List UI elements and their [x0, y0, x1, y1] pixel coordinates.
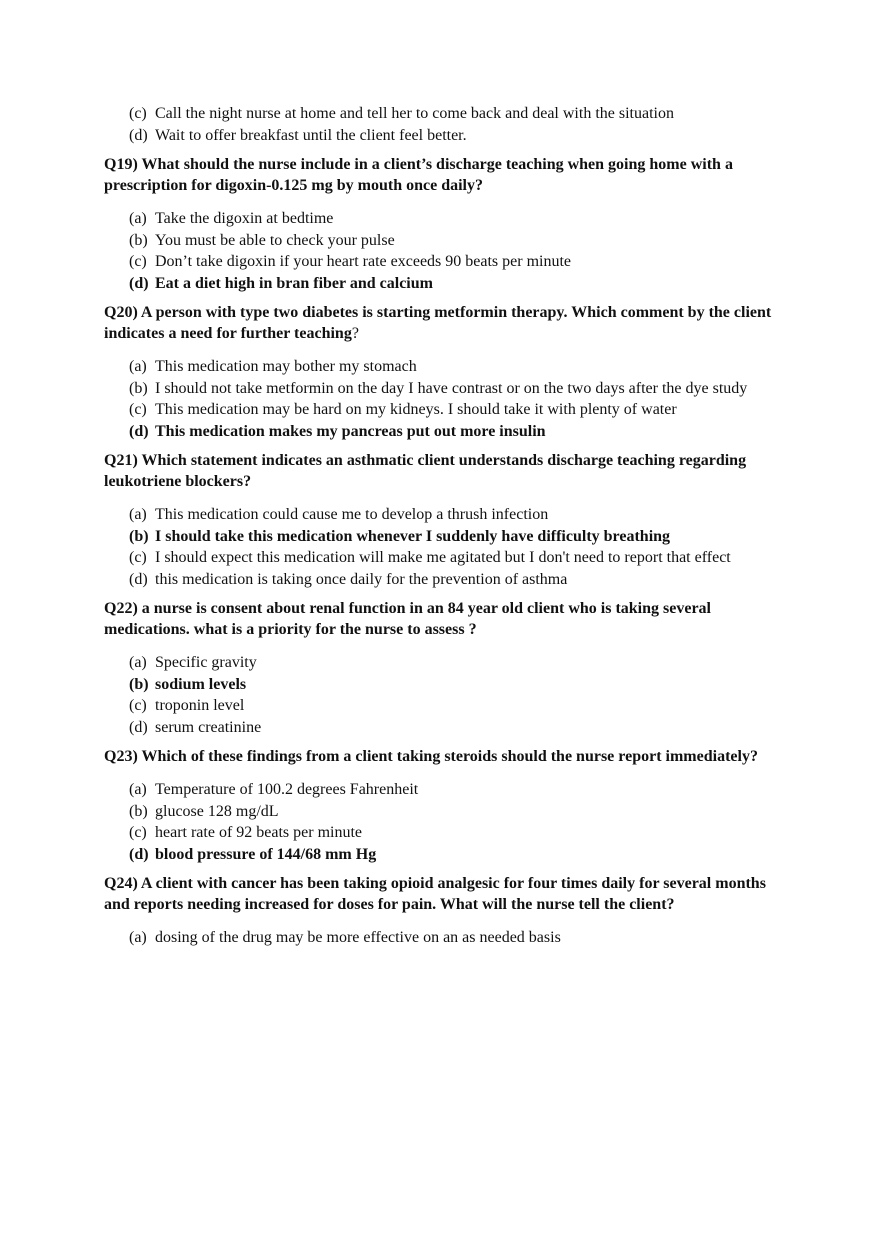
answer-option [104, 125, 794, 147]
option-text: This medication may bother my stomach [155, 358, 417, 375]
answer-option [104, 103, 794, 125]
option-label: (b) [129, 379, 148, 397]
answer-option [104, 526, 794, 548]
question-text [104, 873, 794, 915]
answer-option [104, 399, 794, 421]
question-block [104, 302, 794, 442]
option-text: This medication makes my pancreas put out more insulin [155, 422, 546, 440]
answer-options [104, 208, 794, 294]
question-stem: Q19) What should the nurse include in a client’s discharge teaching when going home with a prescription for digoxin-0.125 mg by mouth once daily? [104, 156, 733, 194]
question-block [104, 154, 794, 294]
answer-option [104, 504, 794, 526]
question-block [104, 873, 794, 949]
option-text: Eat a diet high in bran fiber and calcium [155, 274, 433, 292]
answer-options [104, 356, 794, 442]
answer-option [104, 652, 794, 674]
option-text: I should expect this medication will make me agitated but I don't need to report that effect [155, 549, 731, 566]
option-label: (d) [129, 570, 148, 588]
option-text: Temperature of 100.2 degrees Fahrenheit [155, 781, 419, 798]
option-text: blood pressure of 144/68 mm Hg [155, 845, 377, 863]
answer-option [104, 273, 794, 295]
option-label: (c) [129, 401, 147, 418]
option-label: (d) [129, 718, 148, 736]
option-text: glucose 128 mg/dL [155, 802, 279, 820]
question-stem: Q21) Which statement indicates an asthmatic client understands discharge teaching regarding leukotriene blockers? [104, 452, 747, 490]
answer-options [104, 504, 794, 590]
option-label: (a) [129, 506, 147, 523]
option-label: (a) [129, 929, 147, 946]
option-text: this medication is taking once daily for the prevention of asthma [155, 570, 568, 588]
option-text: Specific gravity [155, 654, 257, 671]
option-text: This medication may be hard on my kidneys. I should take it with plenty of water [155, 401, 677, 418]
option-label: (b) [129, 527, 149, 545]
option-label: (b) [129, 675, 149, 693]
answer-option [104, 251, 794, 273]
option-text: sodium levels [155, 675, 247, 693]
option-text: You must be able to check your pulse [155, 231, 395, 249]
option-label: (c) [129, 105, 147, 122]
question-trailing-mark: ? [351, 325, 359, 342]
answer-options [104, 779, 794, 865]
answer-option [104, 927, 794, 949]
answer-option [104, 695, 794, 717]
option-label: (d) [129, 845, 149, 863]
previous-question-options [104, 103, 794, 146]
option-text: Wait to offer breakfast until the client feel better. [155, 126, 467, 144]
option-text: troponin level [155, 697, 245, 714]
question-list [104, 154, 794, 949]
question-text [104, 154, 794, 196]
option-text: Don’t take digoxin if your heart rate exceeds 90 beats per minute [155, 253, 572, 270]
question-stem: Q24) A client with cancer has been taking opioid analgesic for four times daily for several months and reports needing increased for doses for pain. What will the nurse tell the client? [104, 875, 766, 913]
answer-option [104, 844, 794, 866]
answer-option [104, 378, 794, 400]
answer-option [104, 230, 794, 252]
question-block [104, 746, 794, 865]
option-label: (d) [129, 422, 149, 440]
option-label: (a) [129, 358, 147, 375]
answer-options [104, 652, 794, 738]
answer-options [104, 927, 794, 949]
answer-option [104, 822, 794, 844]
answer-option [104, 717, 794, 739]
option-text: I should not take metformin on the day I have contrast or on the two days after the dye study [155, 379, 748, 397]
option-label: (b) [129, 231, 148, 249]
option-label: (c) [129, 824, 147, 841]
answer-option [104, 801, 794, 823]
option-text: dosing of the drug may be more effective on an as needed basis [155, 929, 561, 946]
option-text: Call the night nurse at home and tell her to come back and deal with the situation [155, 105, 674, 122]
answer-option [104, 208, 794, 230]
option-label: (c) [129, 697, 147, 714]
option-label: (a) [129, 654, 147, 671]
question-stem: Q20) A person with type two diabetes is starting metformin therapy. Which comment by the client indicates a need for further teaching [104, 304, 772, 342]
question-text [104, 746, 794, 767]
answer-option [104, 779, 794, 801]
option-text: This medication could cause me to develop a thrush infection [155, 506, 549, 523]
answer-option [104, 356, 794, 378]
answer-option [104, 674, 794, 696]
option-label: (d) [129, 274, 149, 292]
option-text: Take the digoxin at bedtime [155, 210, 334, 227]
question-text [104, 302, 794, 344]
option-label: (a) [129, 781, 147, 798]
option-label: (c) [129, 549, 147, 566]
option-text: heart rate of 92 beats per minute [155, 824, 363, 841]
option-label: (a) [129, 210, 147, 227]
option-text: serum creatinine [155, 718, 262, 736]
answer-option [104, 547, 794, 569]
answer-option [104, 421, 794, 443]
option-label: (d) [129, 126, 148, 144]
option-label: (c) [129, 253, 147, 270]
document-content [104, 103, 794, 949]
answer-option [104, 569, 794, 591]
question-stem: Q22) a nurse is consent about renal function in an 84 year old client who is taking several medications. what is a priority for the nurse to assess ? [104, 600, 711, 638]
option-label: (b) [129, 802, 148, 820]
option-text: I should take this medication whenever I suddenly have difficulty breathing [155, 527, 671, 545]
question-text [104, 450, 794, 492]
question-stem: Q23) Which of these findings from a client taking steroids should the nurse report immediately? [104, 748, 758, 765]
question-text [104, 598, 794, 640]
question-block [104, 598, 794, 738]
question-block [104, 450, 794, 590]
